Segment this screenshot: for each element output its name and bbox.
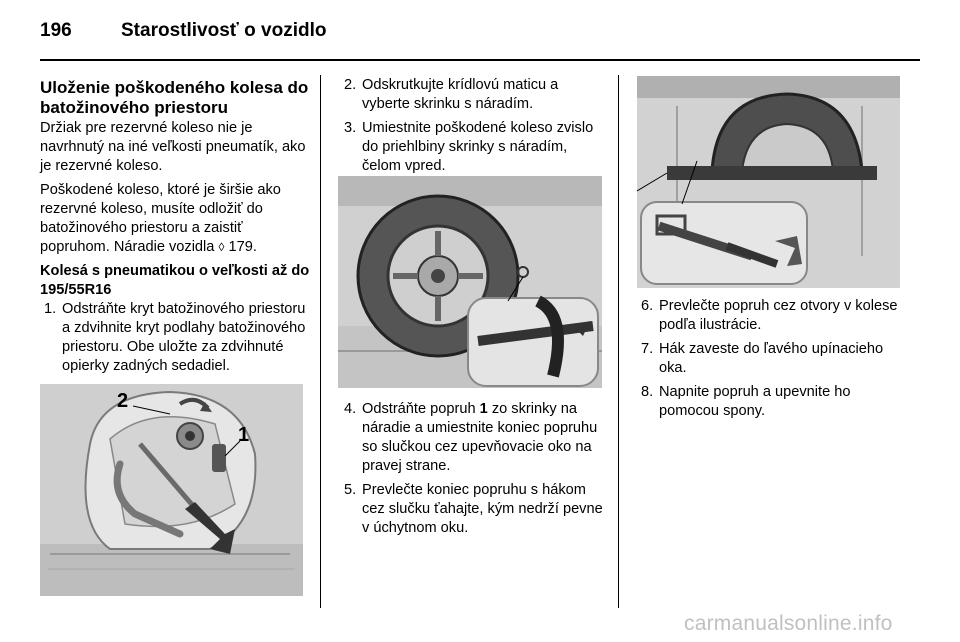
column-divider-2 [618, 75, 619, 608]
figure-label-2: 2 [117, 390, 129, 412]
column-3 [637, 297, 907, 426]
step-text: Prevlečte koniec popruhu s hákom cez slučku ťahajte, kým nedrží pevne v úchytnom oku. [362, 482, 603, 536]
chapter-title: Starostlivosť o vozidlo [121, 20, 327, 41]
list-item [40, 300, 310, 376]
step-number: 3. [344, 120, 357, 136]
column-1 [40, 76, 310, 381]
step-number: 2. [344, 77, 357, 93]
callout-number: 1 [479, 401, 488, 417]
paragraph-2 [40, 181, 310, 257]
list-item [340, 400, 610, 476]
watermark: carmanualsonline.info [684, 612, 893, 635]
step-text: Odstráňte kryt batožinového priestoru a zdvihnite kryt podlahy batožinového priestoru. Obe uložte za zdvihnuté opierky zadných sedadiel. [62, 301, 306, 374]
step-number: 8. [641, 384, 654, 400]
step-number: 5. [344, 482, 357, 498]
strap-around-wheel-drawing [637, 76, 900, 288]
step-text: Hák zaveste do ľavého upínacieho oka. [659, 341, 884, 376]
step-text: Umiestnite poškodené koleso zvislo do priehlbiny skrinky s náradím, čelom vpred. [362, 120, 594, 174]
column-divider-1 [320, 75, 321, 608]
step-number: 6. [641, 298, 654, 314]
list-item [340, 119, 610, 176]
page-reference-arrow-icon: ◊ [218, 240, 225, 254]
step-text-part: zo skrinky na náradie a umiestnite koniec popruhu so slučkou cez upevňovacie oko na pravej strane. [362, 401, 598, 474]
tool-box-drawing [40, 384, 303, 596]
steps-list-2b [340, 400, 610, 538]
list-item [340, 76, 610, 114]
list-item [637, 297, 907, 335]
wheel-in-tray-drawing [338, 176, 602, 388]
page-header [40, 20, 920, 50]
column-2 [340, 76, 610, 181]
step-number: 4. [344, 401, 357, 417]
header-rule [40, 59, 920, 61]
steps-list-1 [40, 300, 310, 376]
step-text: Prevlečte popruh cez otvory v kolese podľa ilustrácie. [659, 298, 898, 333]
list-item [340, 481, 610, 538]
list-item [637, 383, 907, 421]
paragraph-2-text: Poškodené koleso, ktoré je širšie ako rezervné koleso, musíte odložiť do batožinového priestoru a zaistiť popruhom. Náradie vozidla [40, 182, 281, 255]
page-number: 196 [40, 20, 72, 41]
step-text: Odskrutkujte krídlovú maticu a vyberte skrinku s náradím. [362, 77, 559, 112]
strap-around-wheel-illustration [637, 76, 900, 288]
list-item [637, 340, 907, 378]
tool-box-illustration [40, 384, 303, 596]
section-heading: Uloženie poškodeného kolesa do batožinového priestoru [40, 78, 309, 117]
sub-heading: Kolesá s pneumatikou o veľkosti až do 195/55R16 [40, 263, 310, 298]
step-number: 1. [44, 301, 57, 317]
steps-list-2a [340, 76, 610, 176]
wheel-in-tray-illustration [338, 176, 602, 388]
page-reference[interactable]: 179. [228, 239, 257, 255]
steps-list-3 [637, 297, 907, 421]
step-text-part: Odstráňte popruh [362, 401, 480, 417]
step-text [362, 401, 597, 474]
step-number: 7. [641, 341, 654, 357]
column-2-lower [340, 400, 610, 543]
step-text: Napnite popruh a upevnite ho pomocou spony. [659, 384, 851, 419]
paragraph-1: Držiak pre rezervné koleso nie je navrhnutý na iné veľkosti pneumatík, ako je rezervné koleso. [40, 120, 306, 174]
figure-label-1: 1 [238, 424, 250, 446]
